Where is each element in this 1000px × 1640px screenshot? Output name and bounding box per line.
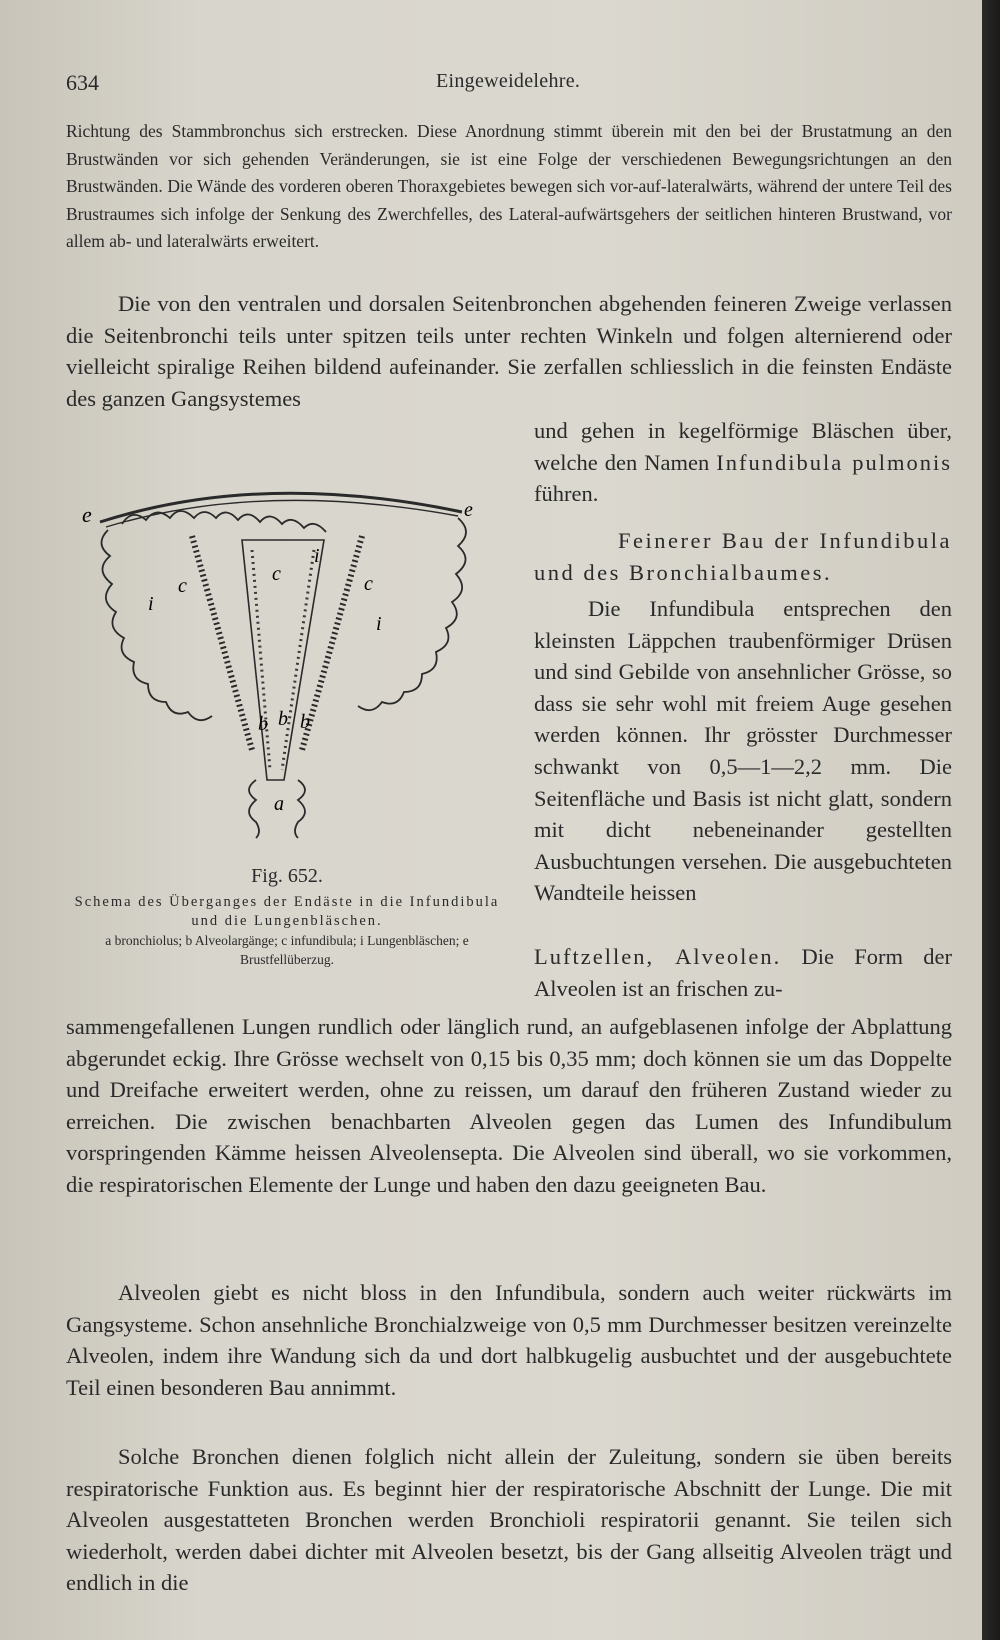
page-edge-shadow bbox=[982, 0, 1000, 1640]
term-luftzellen: Luftzellen, Alveolen. bbox=[534, 944, 782, 969]
running-head: Eingeweidelehre. bbox=[436, 70, 581, 92]
paragraph-infundibula: Die Infundibula entsprechen den kleinsten Läppchen traubenförmiger Drüsen und sind Gebilde von ansehnlicher Grösse, so dass sie sehr wohl mit freiem Auge gesehen werden können. Ihr grösster Durchmesser schwankt von 0,5—1—2,2 mm. Die Seitenfläche und Basis ist nicht glatt, sondern mit dicht nebeneinander gestellten Ausbuchtungen versehen. Die ausgebuchteten Wandteile heissen bbox=[534, 596, 952, 906]
bronchiolus-right bbox=[295, 780, 305, 838]
label-c-mid: c bbox=[272, 563, 281, 585]
paragraph-infundibula-terms bbox=[534, 941, 952, 1004]
branches-text: und gehen in kegelförmige Bläschen über, welche den Namen bbox=[534, 418, 952, 475]
paragraph-alveolen-form: sammengefallenen Lungen rundlich oder länglich rund, an aufgeblasenen infolge der Abplattung abgerundet eckig. Ihre Grösse wechselt von 0,15 bis 0,35 mm; doch können sie um das Doppelte und Dreifache erweitert werden, ohne zu reissen, um darauf den früheren Zustand wieder zu erreichen. Die zwischen benachbarten Alveolen gegen das Lumen des Infundibulum vorspringenden Kämme heissen Alveolensepta. Die Alveolen sind überall, wo sie vorkommen, die respiratorischen Elemente der Lunge und haben den dazu geeigneten Bau. bbox=[66, 1014, 952, 1197]
paragraph-branches-continued bbox=[534, 415, 952, 510]
figure-title: Schema des Überganges der Endäste in die Infundibula und die Lungenbläschen. bbox=[74, 894, 500, 929]
label-b-left: b bbox=[258, 713, 268, 735]
right-infundibulum-outline bbox=[358, 518, 466, 710]
term-infundibula-pulmonis: Infundibula pulmonis bbox=[716, 449, 953, 475]
label-c-right: c bbox=[364, 573, 373, 595]
label-i-left: i bbox=[148, 593, 154, 615]
label-i-mid: i bbox=[314, 545, 320, 567]
paragraph-branches: Die von den ventralen und dorsalen Seitenbronchen abgehenden feineren Zweige verlassen die Seitenbronchi teils unter spitzen teils unter rechten Winkeln und folgen alternierend oder vielleicht spiralige Reihen bildend aufeinander. Sie zerfallen schliesslich in die feinsten Endäste des ganzen Gangsystemes bbox=[66, 291, 952, 411]
branches-tail: führen. bbox=[534, 481, 599, 507]
intro-paragraph: Richtung des Stammbronchus sich erstrecken. Diese Anordnung stimmt überein mit den bei der Brustatmung an den Brustwänden vor sich gehenden Veränderungen, sie ist eine Folge der verschiedenen Bewegungsrichtungen an den Brustwänden. Die Wände des vorderen oberen Thoraxgebietes bewegen sich vor-auf-lateralwärts, während der untere Teil des Brustraumes sich infolge der Senkung des Zwerchfelles, des Lateral-aufwärtsgehers der seitlichen hinteren Brustwand, vor allem ab- und lateralwärts erweitert. bbox=[66, 121, 952, 251]
label-b-right: b bbox=[300, 711, 310, 733]
left-septum bbox=[192, 536, 252, 750]
page-header bbox=[66, 70, 946, 100]
central-duct bbox=[242, 540, 324, 780]
label-e-left: e bbox=[82, 502, 92, 527]
infundibula-terms-tail: Die Form der Alveolen ist an frischen zu- bbox=[534, 944, 952, 1001]
inner-right-hatch bbox=[282, 550, 314, 770]
top-lobules bbox=[122, 511, 326, 532]
figure-number: Fig. 652. bbox=[251, 865, 323, 887]
infundibula-diagram bbox=[62, 480, 512, 840]
figure-caption bbox=[60, 863, 514, 969]
figure-legend: a bronchiolus; b Alveolargänge; c infundibula; i Lungenbläschen; e Brustfellüberzug. bbox=[105, 933, 469, 967]
paragraph-alveolen: Alveolen giebt es nicht bloss in den Infundibula, sondern auch weiter rückwärts im Gangsysteme. Schon ansehnliche Bronchialzweige von 0,5 mm Durchmesser besitzen vereinzelte Alveolen, indem ihre Wandung sich da und dort halbkugelig ausbuchtet und der ausgebuchtete Teil einen besonderen Bau annimmt. bbox=[66, 1280, 952, 1400]
section-title: Feinerer Bau der Infundibula und des Bronchialbaumes. bbox=[534, 528, 952, 585]
label-c-left: c bbox=[178, 575, 187, 597]
bronchiolus-left bbox=[249, 780, 259, 838]
label-a: a bbox=[274, 793, 284, 815]
left-infundibulum-outline bbox=[101, 530, 212, 720]
label-i-right: i bbox=[376, 613, 382, 635]
label-e-right: e bbox=[464, 499, 473, 521]
label-b-mid: b bbox=[278, 708, 288, 730]
paragraph-bronchen: Solche Bronchen dienen folglich nicht allein der Zuleitung, sondern sie üben bereits respiratorische Funktion aus. Es beginnt hier der respiratorische Abschnitt der Lunge. Die mit Alveolen ausgestatteten Bronchen werden Bronchioli respiratorii genannt. Sie teilen sich wiederholt, werden dabei dichter mit Alveolen besetzt, bis der Gang allseitig Alveolen trägt und endlich in die bbox=[66, 1444, 952, 1596]
page-number: 634 bbox=[66, 70, 99, 95]
